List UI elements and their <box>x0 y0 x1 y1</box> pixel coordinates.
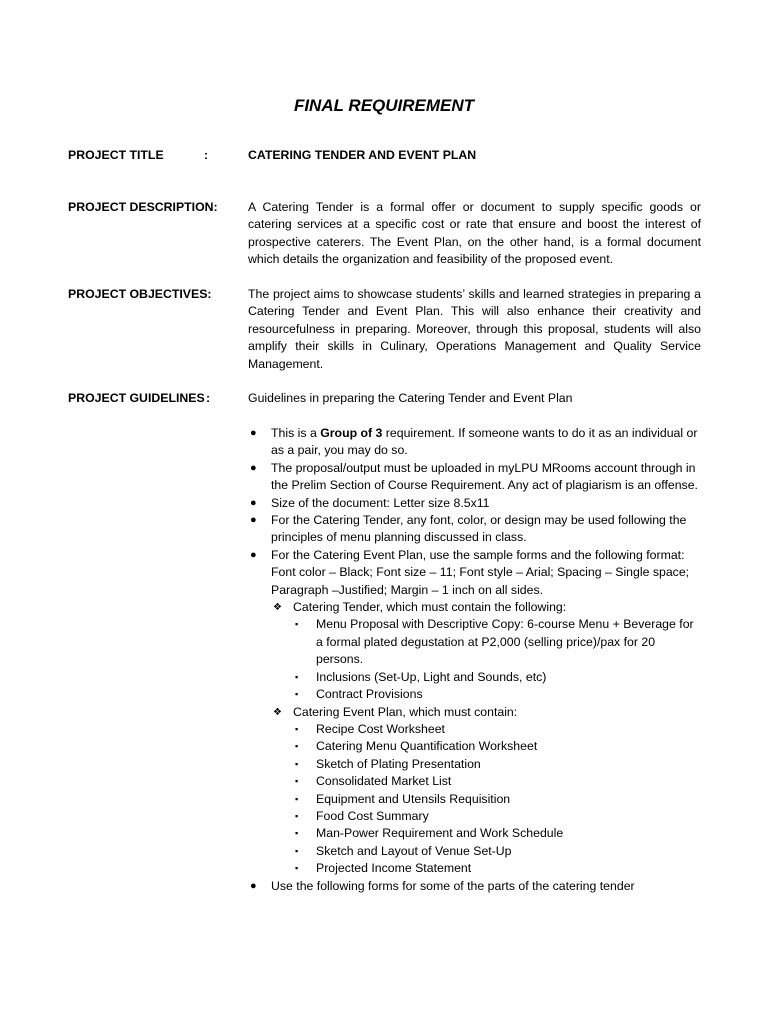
project-description-label: PROJECT DESCRIPTION: <box>68 200 218 214</box>
diamond-bullet-icon: ❖ <box>273 706 282 718</box>
square-bullet-icon: ▪ <box>295 758 299 769</box>
project-objectives-text: The project aims to showcase students’ skills and learned strategies in preparing a Catering Tender and Event Plan. This will also enhance their creativity and resourcefulness in preparing. Moreover, through this proposal, students will also amplify their skills in Culinary, Operations Management and Quality Service Management. <box>248 287 701 371</box>
document-title: FINAL REQUIREMENT <box>293 96 475 115</box>
list-item: ● Use the following forms for some of the parts of the catering tender <box>248 878 701 895</box>
guidelines-list <box>248 425 701 895</box>
square-bullet-icon: ▪ <box>295 741 299 752</box>
list-item: ● The proposal/output must be uploaded in myLPU MRooms account through in the Prelim Section of Course Requirement. Any act of plagiarism is an offense. <box>250 460 698 493</box>
project-guidelines-intro: Guidelines in preparing the Catering Tender and Event Plan <box>248 391 573 405</box>
project-guidelines-colon: : <box>206 391 211 405</box>
square-bullet-icon: ▪ <box>295 689 299 700</box>
list-item: ● For the Catering Tender, any font, color, or design may be used following the principles of menu planning discussed in class. <box>250 513 687 545</box>
square-bullet-icon: ▪ <box>295 776 299 787</box>
list-item: ● Size of the document: Letter size 8.5x11 <box>248 495 701 512</box>
project-objectives-label: PROJECT OBJECTIVES: <box>68 287 212 301</box>
bullet-icon: ● <box>250 514 257 527</box>
project-title-label: PROJECT TITLE <box>68 148 164 162</box>
list-item: ▪ Projected Income Statement <box>248 860 701 877</box>
list-item: ▪ Consolidated Market List <box>248 773 701 790</box>
list-item: ▪ Food Cost Summary <box>248 808 701 825</box>
bullet-icon: ● <box>250 548 257 561</box>
project-title-colon: : <box>204 148 209 162</box>
bullet-icon: ● <box>250 461 257 474</box>
list-item: ▪ Sketch of Plating Presentation <box>248 756 701 773</box>
list-item: ● This is a Group of 3 requirement. If someone wants to do it as an individual or as a pair, you may do so. <box>250 426 698 458</box>
list-item: ▪ Inclusions (Set-Up, Light and Sounds, etc) <box>248 669 701 686</box>
project-title-value: CATERING TENDER AND EVENT PLAN <box>248 148 477 162</box>
event-plan-heading-item: ❖ Catering Event Plan, which must contain: <box>248 704 701 721</box>
square-bullet-icon: ▪ <box>295 863 299 874</box>
square-bullet-icon: ▪ <box>295 671 299 682</box>
list-item: ▪ Recipe Cost Worksheet <box>248 721 701 738</box>
group-size-emphasis: Group of 3 <box>320 426 383 440</box>
square-bullet-icon: ▪ <box>295 810 299 821</box>
list-item: ▪ Menu Proposal with Descriptive Copy: 6-course Menu + Beverage for a formal plated degustation at P2,000 (selling price)/pax for 20 persons. <box>295 617 694 667</box>
project-description-text: A Catering Tender is a formal offer or document to supply specific goods or catering services at a specific cost or rate that ensure and boost the interest of prospective caterers. The Event Plan, on the other hand, is a formal document which details the organization and feasibility of the proposed event. <box>248 200 701 267</box>
square-bullet-icon: ▪ <box>295 619 299 630</box>
list-item: ▪ Catering Menu Quantification Worksheet <box>248 738 701 755</box>
list-item: ▪ Equipment and Utensils Requisition <box>248 791 701 808</box>
project-guidelines-label: PROJECT GUIDELINES <box>68 391 205 405</box>
square-bullet-icon: ▪ <box>295 828 299 839</box>
list-item: ● For the Catering Event Plan, use the sample forms and the following format: Font color – Black; Font size – 11; Font style – Arial; Spacing – Single space; Paragraph –Justified; Margin – 1 inch on all sides. <box>250 547 690 597</box>
diamond-bullet-icon: ❖ <box>273 602 282 614</box>
list-item: ▪ Sketch and Layout of Venue Set-Up <box>248 843 701 860</box>
square-bullet-icon: ▪ <box>295 723 299 734</box>
list-item: ▪ Contract Provisions <box>248 686 701 703</box>
square-bullet-icon: ▪ <box>295 845 299 856</box>
tender-heading-item: ❖ Catering Tender, which must contain the following: <box>248 599 701 616</box>
bullet-icon: ● <box>250 427 257 439</box>
list-item: ▪ Man-Power Requirement and Work Schedule <box>248 825 701 842</box>
square-bullet-icon: ▪ <box>295 793 299 804</box>
bullet-icon: ● <box>250 879 257 892</box>
bullet-icon: ● <box>250 496 257 509</box>
